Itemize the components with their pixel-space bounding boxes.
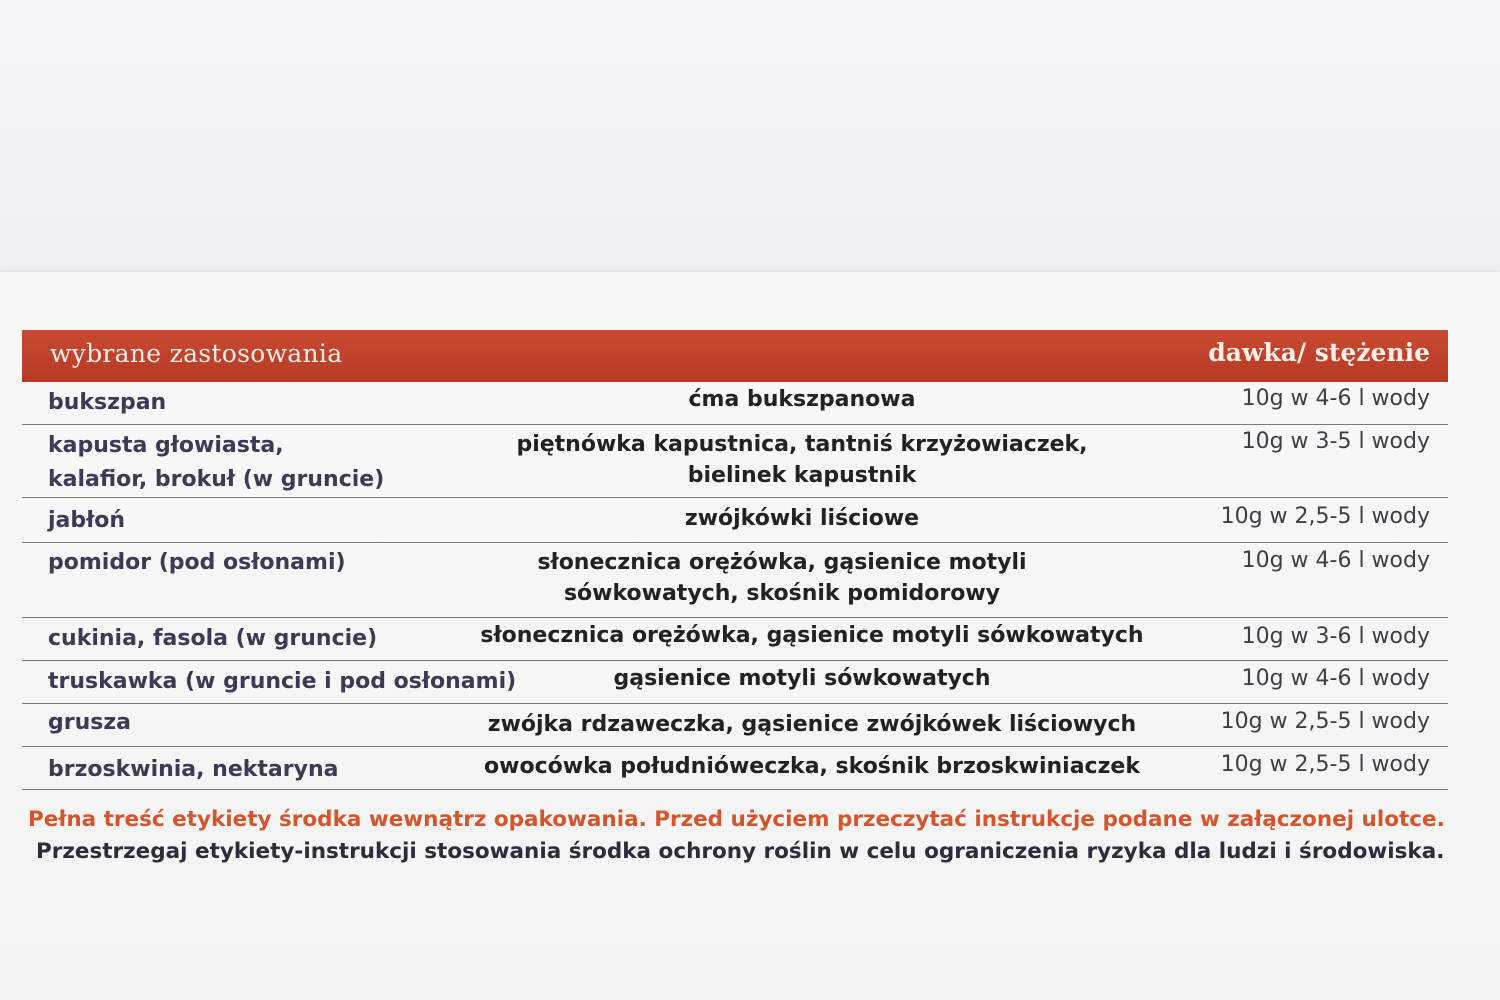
table-row — [22, 618, 1448, 661]
footer-warning: Pełna treść etykiety środka wewnątrz opakowania. Przed użyciem przeczytać instrukcje podane w załączonej ulotce. — [28, 807, 1445, 832]
dose-cell: 10g w 3-5 l wody — [1241, 429, 1430, 454]
pest-cell: słonecznica orężówka, gąsienice motyli sówkowatych — [480, 623, 1144, 648]
dose-cell: 10g w 4-6 l wody — [1241, 386, 1430, 411]
crop-cell: grusza — [48, 710, 132, 735]
table-row — [22, 382, 1448, 425]
dose-cell: 10g w 3-6 l wody — [1241, 624, 1430, 649]
label-footer — [28, 804, 1468, 868]
dose-cell: 10g w 2,5-5 l wody — [1220, 752, 1430, 777]
crop-cell: pomidor (pod osłonami) — [48, 550, 346, 575]
crop-cell: cukinia, fasola (w gruncie) — [48, 626, 378, 651]
pest-cell: owocówka południóweczka, skośnik brzoskwiniaczek — [484, 754, 1140, 779]
crop-cell: bukszpan — [48, 390, 167, 415]
background-surface — [0, 0, 1500, 285]
crop-cell: truskawka (w gruncie i pod osłonami) — [48, 669, 517, 694]
crop-cell: jabłoń — [48, 508, 126, 533]
pest-cell: gąsienice motyli sówkowatych — [613, 666, 991, 691]
pest-cell: zwójka rdzaweczka, gąsienice zwójkówek liściowych — [487, 712, 1137, 737]
footer-instruction: Przestrzegaj etykiety-instrukcji stosowania środka ochrony roślin w celu ograniczenia ryzyka dla ludzi i środowiska. — [36, 839, 1445, 864]
table-row — [22, 425, 1448, 498]
dose-cell: 10g w 4-6 l wody — [1241, 548, 1430, 573]
crop-cell: kapusta głowiasta, kalafior, brokuł (w gruncie) — [48, 433, 385, 492]
table-row — [22, 543, 1448, 618]
pest-cell: zwójkówki liściowe — [684, 506, 920, 531]
dose-cell: 10g w 2,5-5 l wody — [1220, 709, 1430, 734]
dose-cell: 10g w 4-6 l wody — [1241, 666, 1430, 691]
header-dose: dawka/ stężenie — [1208, 338, 1430, 367]
pest-cell: słonecznica orężówka, gąsienice motyli sówkowatych, skośnik pomidorowy — [537, 550, 1027, 606]
dose-cell: 10g w 2,5-5 l wody — [1220, 504, 1430, 529]
header-applications: wybrane zastosowania — [50, 339, 343, 368]
pest-cell: ćma bukszpanowa — [688, 387, 916, 412]
table-header — [22, 330, 1448, 382]
table-row — [22, 498, 1448, 543]
pest-cell: piętnówka kapustnica, tantniś krzyżowiaczek, bielinek kapustnik — [516, 432, 1088, 488]
table-row — [22, 661, 1448, 704]
table-row — [22, 704, 1448, 747]
applications-table — [22, 330, 1448, 790]
table-row — [22, 747, 1448, 790]
crop-cell: brzoskwinia, nektaryna — [48, 757, 339, 782]
